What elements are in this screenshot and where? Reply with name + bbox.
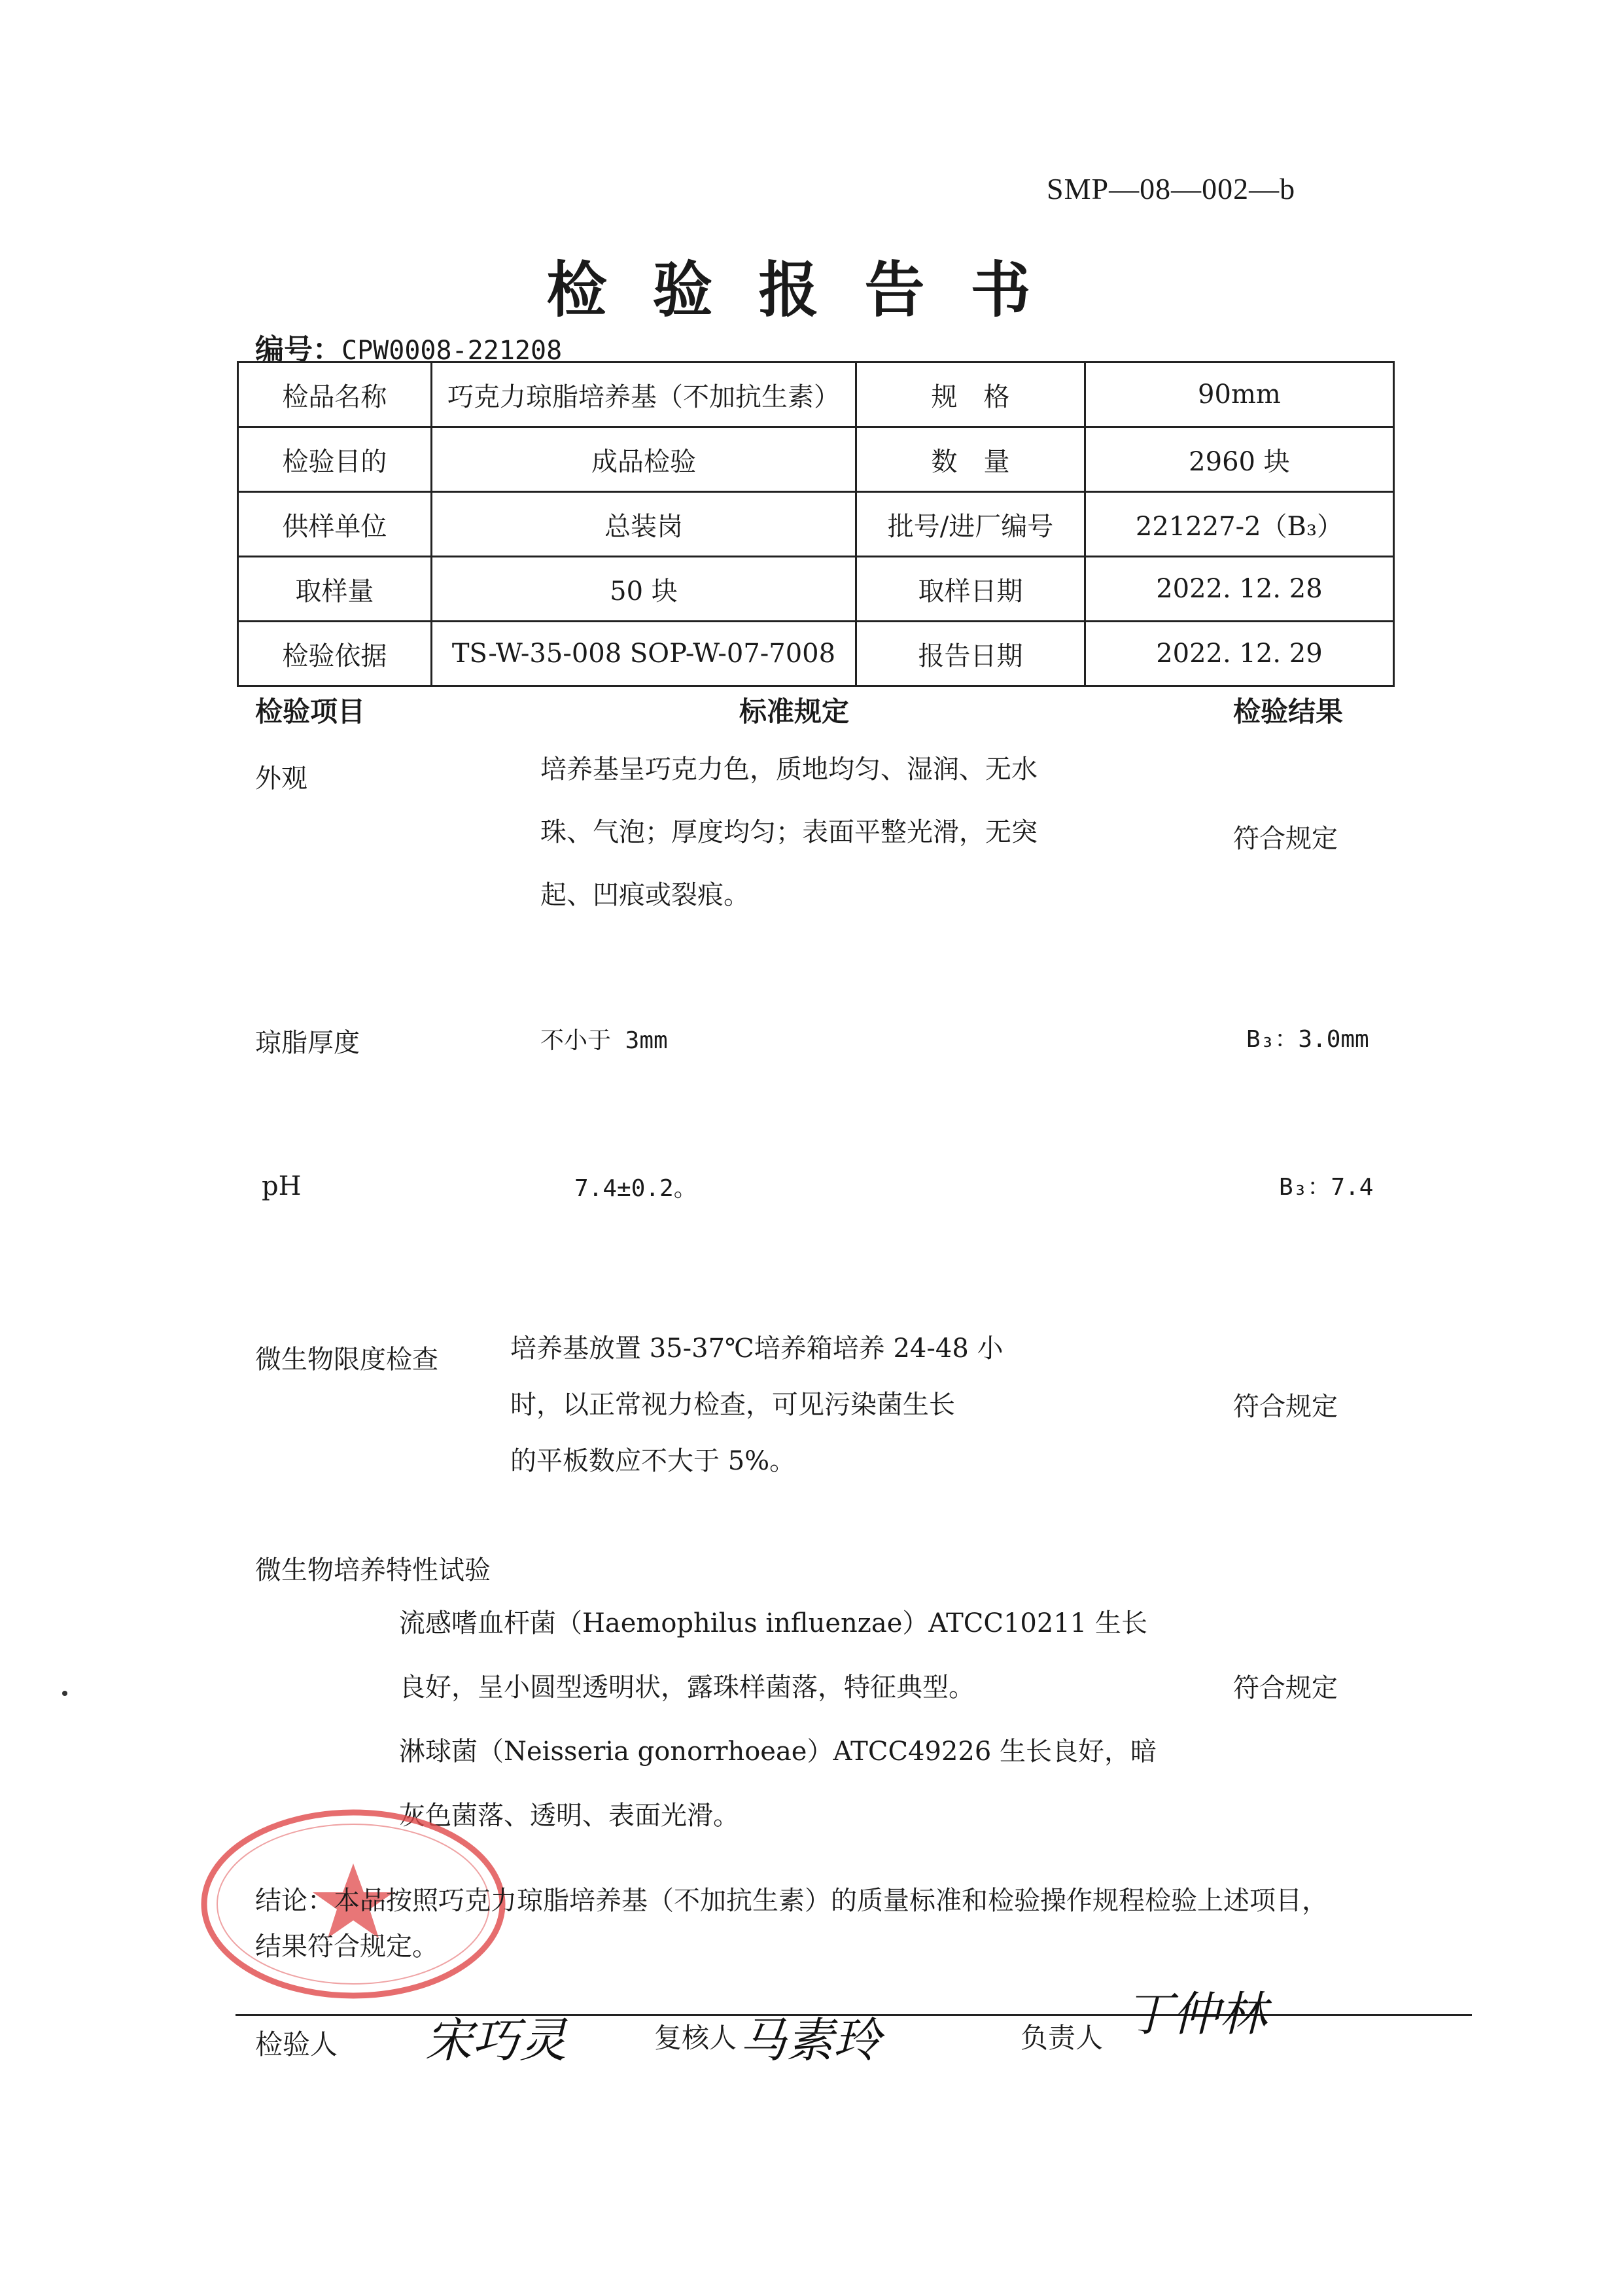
conclusion-line: 结果符合规定。 (255, 1932, 438, 1962)
table-cell: 取样日期 (856, 557, 1085, 622)
table-cell: 取样量 (238, 557, 432, 622)
standard-line: 培养基放置 35-37℃培养箱培养 24-48 小 (510, 1333, 1003, 1364)
table-cell: 2022. 12. 29 (1085, 622, 1393, 686)
table-row (238, 427, 1394, 492)
inspector-signature: 宋巧灵 (425, 2013, 567, 2068)
test-standard-appearance (540, 738, 1129, 927)
table-cell: TS-W-35-008 SOP-W-07-7008 (431, 622, 856, 686)
serial-label: 编号： (255, 333, 341, 366)
conclusion (255, 1878, 1406, 1969)
header-standard: 标准规定 (739, 696, 850, 728)
test-result-agar-thickness: B₃：3.0mm (1246, 1026, 1369, 1053)
test-standard-ph: 7.4±0.2。 (574, 1175, 697, 1202)
table-cell: 规 格 (856, 362, 1085, 427)
test-item-ph: pH (262, 1171, 302, 1201)
table-cell: 221227-2（B₃） (1085, 492, 1393, 557)
standard-line: 起、凹痕或裂痕。 (540, 880, 750, 910)
table-row (238, 622, 1394, 686)
inspector-label: 检验人 (255, 2028, 338, 2060)
test-result-ph: B₃：7.4 (1279, 1174, 1374, 1201)
responsible-signature: 丁仲林 (1125, 1987, 1267, 2041)
table-cell: 巧克力琼脂培养基（不加抗生素） (431, 362, 856, 427)
table-cell: 2960 块 (1085, 427, 1393, 492)
table-cell: 总装岗 (431, 492, 856, 557)
reviewer-signature: 马素玲 (739, 2013, 881, 2068)
test-item-microbial-limit: 微生物限度检查 (255, 1345, 438, 1375)
scan-speck (62, 1691, 67, 1696)
table-cell: 检验目的 (238, 427, 432, 492)
info-table (237, 361, 1395, 687)
test-item-agar-thickness: 琼脂厚度 (255, 1028, 360, 1058)
test-standard-agar-thickness: 不小于 3mm (540, 1027, 668, 1054)
serial-value: CPW0008-221208 (341, 336, 563, 366)
table-cell: 90mm (1085, 362, 1393, 427)
standard-line: 珠、气泡；厚度均匀；表面平整光滑，无突 (540, 817, 1038, 847)
test-standard-culture-characteristics (399, 1591, 1223, 1848)
page-title: 检验报告书 (546, 255, 1077, 325)
table-cell: 2022. 12. 28 (1085, 557, 1393, 622)
table-cell: 报告日期 (856, 622, 1085, 686)
table-row (238, 492, 1394, 557)
standard-line: 淋球菌（Neisseria gonorrhoeae）ATCC49226 生长良好，暗 (399, 1737, 1157, 1767)
reviewer-label: 复核人 (654, 2022, 737, 2054)
table-cell: 50 块 (431, 557, 856, 622)
standard-line: 灰色菌落、透明、表面光滑。 (399, 1801, 739, 1831)
test-result-appearance: 符合规定 (1233, 824, 1338, 854)
responsible-label: 负责人 (1021, 2022, 1104, 2054)
standard-line: 培养基呈巧克力色，质地均匀、湿润、无水 (540, 754, 1038, 785)
conclusion-line: 结论：本品按照巧克力琼脂培养基（不加抗生素）的质量标准和检验操作规程检验上述项目， (255, 1886, 1328, 1916)
header-result: 检验结果 (1233, 696, 1344, 728)
test-result-culture-characteristics: 符合规定 (1233, 1673, 1338, 1703)
test-standard-microbial-limit (510, 1320, 1086, 1489)
standard-line: 流感嗜血杆菌（Haemophilus influenzae）ATCC10211 生长 (399, 1608, 1147, 1638)
table-row (238, 557, 1394, 622)
standard-line: 时，以正常视力检查，可见污染菌生长 (510, 1390, 955, 1420)
table-cell: 数 量 (856, 427, 1085, 492)
test-item-culture-characteristics: 微生物培养特性试验 (255, 1555, 491, 1585)
table-cell: 检验依据 (238, 622, 432, 686)
header-item: 检验项目 (255, 696, 366, 728)
standard-line: 的平板数应不大于 5%。 (510, 1446, 796, 1476)
table-cell: 成品检验 (431, 427, 856, 492)
table-cell: 供样单位 (238, 492, 432, 557)
table-row (238, 362, 1394, 427)
standard-line: 良好，呈小圆型透明状，露珠样菌落，特征典型。 (399, 1672, 975, 1703)
test-item-appearance: 外观 (255, 764, 307, 794)
document-code: SMP—08—002—b (1047, 172, 1296, 205)
table-cell: 批号/进厂编号 (856, 492, 1085, 557)
table-cell: 检品名称 (238, 362, 432, 427)
test-result-microbial-limit: 符合规定 (1233, 1392, 1338, 1422)
